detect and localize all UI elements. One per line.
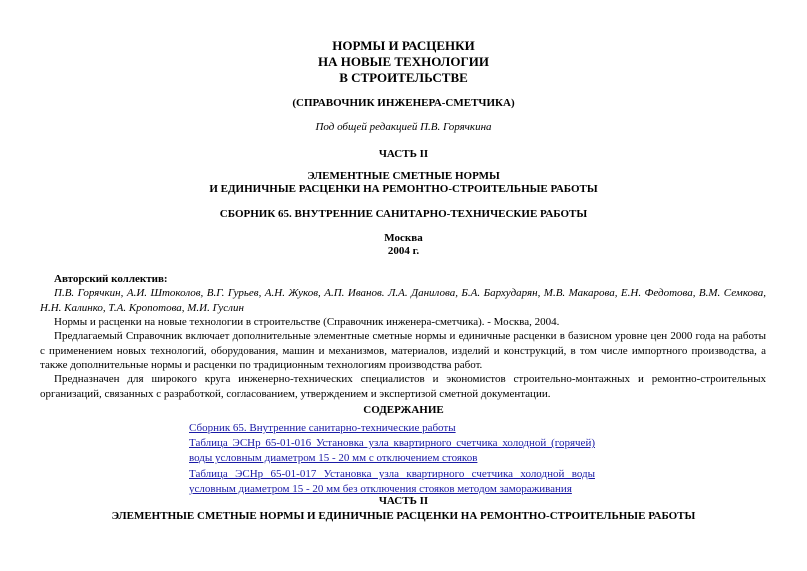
authors-heading: Авторский коллектив: — [54, 273, 168, 285]
part-title-line-1: ЭЛЕМЕНТНЫЕ СМЕТНЫЕ НОРМЫ — [307, 170, 500, 182]
reference-type: (СПРАВОЧНИК ИНЖЕНЕРА-СМЕТЧИКА) — [292, 97, 515, 109]
title-line-1: НОРМЫ И РАСЦЕНКИ — [332, 38, 475, 53]
table-of-contents — [189, 421, 609, 497]
toc-link-table-65-01-017[interactable]: Таблица ЭСНр 65-01-017 Установка узла квартирного счетчика холодной воды — [189, 467, 595, 480]
title-line-2: НА НОВЫЕ ТЕХНОЛОГИИ — [318, 54, 489, 69]
toc-link-collection-65[interactable]: Сборник 65. Внутренние санитарно-технические работы — [189, 422, 456, 434]
section-part-label: ЧАСТЬ II — [378, 495, 429, 507]
toc-link-table-65-01-016-cont[interactable]: воды условным диаметром 15 - 20 мм с отключением стояков — [189, 452, 478, 465]
citation-paragraph: Нормы и расценки на новые технологии в строительстве (Справочник инженера-сметчика). - Москва, 2004. — [54, 316, 560, 328]
editor-line: Под общей редакцией П.В. Горячкина — [315, 121, 492, 133]
section-part-title: ЭЛЕМЕНТНЫЕ СМЕТНЫЕ НОРМЫ И ЕДИНИЧНЫЕ РАСЦЕНКИ НА РЕМОНТНО-СТРОИТЕЛЬНЫЕ РАБОТЫ — [111, 510, 696, 522]
document-title — [0, 38, 807, 86]
part-label: ЧАСТЬ II — [378, 148, 429, 160]
authors-list: П.В. Горячкин, А.И. Штоколов, В.Г. Гурьев, А.Н. Жуков, А.П. Иванов. Л.А. Данилова, Б.А. Бархударян, М.В. Макарова, Е.Н. Федотова, В.М. Семкова, Н.Н. Калинко, Т.А. Кропотова, М.И. Гуслин — [40, 287, 766, 314]
collection-title: СБОРНИК 65. ВНУТРЕННИЕ САНИТАРНО-ТЕХНИЧЕСКИЕ РАБОТЫ — [219, 208, 588, 220]
part-title — [0, 170, 807, 196]
publication-place — [0, 232, 807, 258]
toc-link-table-65-01-016[interactable]: Таблица ЭСНр 65-01-016 Установка узла квартирного счетчика холодной (горячей) — [189, 437, 595, 450]
year: 2004 г. — [387, 245, 420, 257]
city: Москва — [384, 232, 423, 244]
toc-heading: СОДЕРЖАНИЕ — [363, 404, 444, 416]
title-line-3: В СТРОИТЕЛЬСТВЕ — [339, 70, 468, 85]
description-paragraph: Предлагаемый Справочник включает дополнительные элементные сметные нормы и единичные расценки в базисном уровне цен 2000 года на работы с применением новых технологий, оборудования, машин и механизмов, материалов, изделий и конструкций, в том числе импортного производства, а также дополнительные нормы и расценки по традиционным технологиям производства работ. — [40, 330, 766, 371]
toc-link-table-65-01-017-cont[interactable]: условным диаметром 15 - 20 мм без отключения стояков методом замораживания — [189, 482, 572, 495]
audience-paragraph: Предназначен для широкого круга инженерно-технических специалистов и экономистов строительно-монтажных и ремонтно-строительных организаций, связанных с разработкой, согласованием, утверждением и экспертизой сметной документации. — [40, 373, 766, 400]
part-title-line-2: И ЕДИНИЧНЫЕ РАСЦЕНКИ НА РЕМОНТНО-СТРОИТЕЛЬНЫЕ РАБОТЫ — [209, 183, 598, 195]
